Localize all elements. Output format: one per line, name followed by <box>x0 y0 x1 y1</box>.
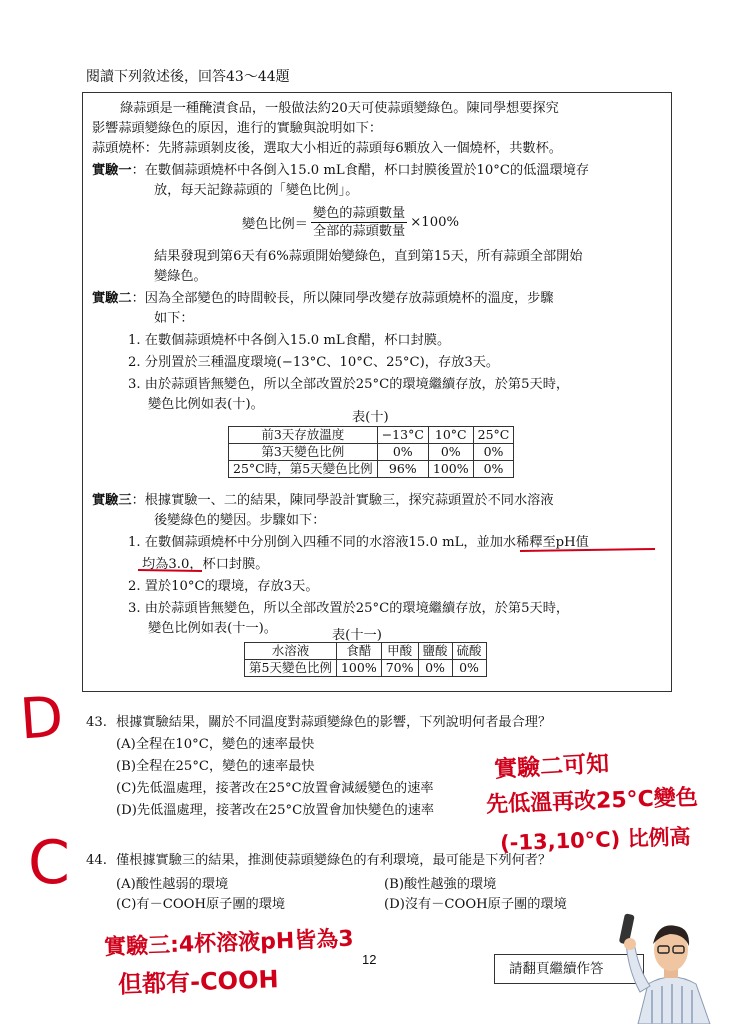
table-10 <box>228 426 514 478</box>
experiment-3-line-2: 後變綠色的變因。步驟如下： <box>154 513 326 528</box>
handwritten-answer-43: D <box>17 684 66 753</box>
intro-line-2: 影響蒜頭變綠色的原因，進行的實驗與說明如下： <box>92 121 383 136</box>
question-44-option-c: (C)有－COOH原子團的環境 <box>116 897 286 912</box>
intro-line-1: 綠蒜頭是一種醃漬食品，一般做法約20天可使蒜頭變綠色。陳同學想要探究 <box>120 101 559 116</box>
question-43-option-a: (A)全程在10°C，變色的速率最快 <box>116 737 315 752</box>
experiment-3-step-2: 2. 置於10°C的環境，存放3天。 <box>128 579 319 594</box>
handwritten-answer-44: C <box>28 828 70 898</box>
experiment-2-line-1: 實驗二：因為全部變色的時間較長，所以陳同學改變存放蒜頭燒杯的溫度，步驟 <box>92 291 554 306</box>
experiment-1-result-1: 結果發現到第6天有6%蒜頭開始變綠色，直到第15天，所有蒜頭全部開始 <box>154 249 583 264</box>
question-44-option-b: (B)酸性越強的環境 <box>384 877 497 892</box>
next-page-notice: 請翻頁繼續作答 <box>494 954 644 984</box>
experiment-2-step-2: 2. 分別置於三種溫度環境(−13°C、10°C、25°C)，存放3天。 <box>128 355 500 370</box>
experiment-2-step-1: 1. 在數個蒜頭燒杯中各倒入15.0 mL食醋，杯口封膜。 <box>128 333 451 348</box>
experiment-2-line-2: 如下： <box>154 311 194 326</box>
page-number: 12 <box>362 952 377 967</box>
table-11 <box>244 642 487 677</box>
question-43-number: 43. <box>86 715 107 730</box>
table-row: 25°C時，第5天變色比例 96% 100% 0% <box>229 461 514 478</box>
presenter-figure <box>600 900 742 1024</box>
question-44-number: 44. <box>86 853 107 868</box>
question-43-option-c: (C)先低溫處理，接著改在25°C放置會減緩變色的速率 <box>116 781 434 796</box>
formula-denominator: 全部的蒜頭數量 <box>312 224 406 239</box>
experiment-1-result-2: 變綠色。 <box>154 269 207 284</box>
question-44-option-a: (A)酸性越弱的環境 <box>116 877 229 892</box>
handwritten-note-1: 實驗二可知 <box>493 751 610 783</box>
experiment-1-line-2: 放，每天記錄蒜頭的「變色比例」。 <box>154 183 359 198</box>
handwritten-note-3: (-13,10°C) 比例高 <box>499 824 691 856</box>
table-11-caption: 表(十一) <box>332 628 382 643</box>
table-row: 前3天存放溫度 −13°C 10°C 25°C <box>229 427 514 444</box>
question-44-option-d: (D)沒有－COOH原子團的環境 <box>384 897 567 912</box>
formula-rhs: ×100% <box>410 215 460 230</box>
question-43-stem: 根據實驗結果，關於不同溫度對蒜頭變綠色的影響，下列說明何者最合理？ <box>116 715 552 730</box>
experiment-3-step-3a: 3. 由於蒜頭皆無變色，所以全部改置於25°C的環境繼續存放，於第5天時， <box>128 601 570 616</box>
table-row: 水溶液 食醋 甲酸 鹽酸 硫酸 <box>245 643 487 660</box>
color-ratio-formula <box>242 205 459 240</box>
table-10-caption: 表(十) <box>352 410 389 425</box>
formula-lhs: 變色比例＝ <box>242 217 308 232</box>
handwritten-note-4: 實驗三:4杯溶液pH皆為3 <box>103 926 355 961</box>
table-row: 第5天變色比例 100% 70% 0% 0% <box>245 660 487 677</box>
formula-numerator: 變色的蒜頭數量 <box>312 206 406 221</box>
question-43-option-b: (B)全程在25°C，變色的速率最快 <box>116 759 315 774</box>
experiment-2-step-3a: 3. 由於蒜頭皆無變色，所以全部改置於25°C的環境繼續存放，於第5天時， <box>128 377 570 392</box>
experiment-3-label: 實驗三 <box>92 493 132 508</box>
beaker-description: 蒜頭燒杯：先將蒜頭剝皮後，選取大小相近的蒜頭每6顆放入一個燒杯，共數杯。 <box>92 141 562 156</box>
experiment-3-step-1a: 1. 在數個蒜頭燒杯中分別倒入四種不同的水溶液15.0 mL，並加水稀釋至pH值 <box>128 535 589 550</box>
reading-instruction: 閱讀下列敘述後，回答43～44題 <box>86 69 290 85</box>
handwritten-note-5: 但都有-COOH <box>117 965 279 999</box>
handwritten-note-2: 先低溫再改25°C變色 <box>485 785 699 818</box>
question-44-stem: 僅根據實驗三的結果，推測使蒜頭變綠色的有利環境，最可能是下列何者？ <box>116 853 552 868</box>
experiment-3-step-3b: 變色比例如表(十一)。 <box>148 621 277 636</box>
experiment-3-step-1b: 均為3.0，杯口封膜。 <box>142 557 269 572</box>
handwritten-underline <box>120 530 680 580</box>
experiment-2-label: 實驗二 <box>92 291 132 306</box>
experiment-1-label: 實驗一 <box>92 163 132 178</box>
table-row: 第3天變色比例 0% 0% 0% <box>229 444 514 461</box>
experiment-3-line-1: 實驗三：根據實驗一、二的結果，陳同學設計實驗三，探究蒜頭置於不同水溶液 <box>92 493 554 508</box>
experiment-2-step-3b: 變色比例如表(十)。 <box>148 397 264 412</box>
experiment-1-line-1: 實驗一：在數個蒜頭燒杯中各倒入15.0 mL食醋，杯口封膜後置於10°C的低溫環境存 <box>92 163 590 178</box>
question-43-option-d: (D)先低溫處理，接著改在25°C放置會加快變色的速率 <box>116 803 435 818</box>
